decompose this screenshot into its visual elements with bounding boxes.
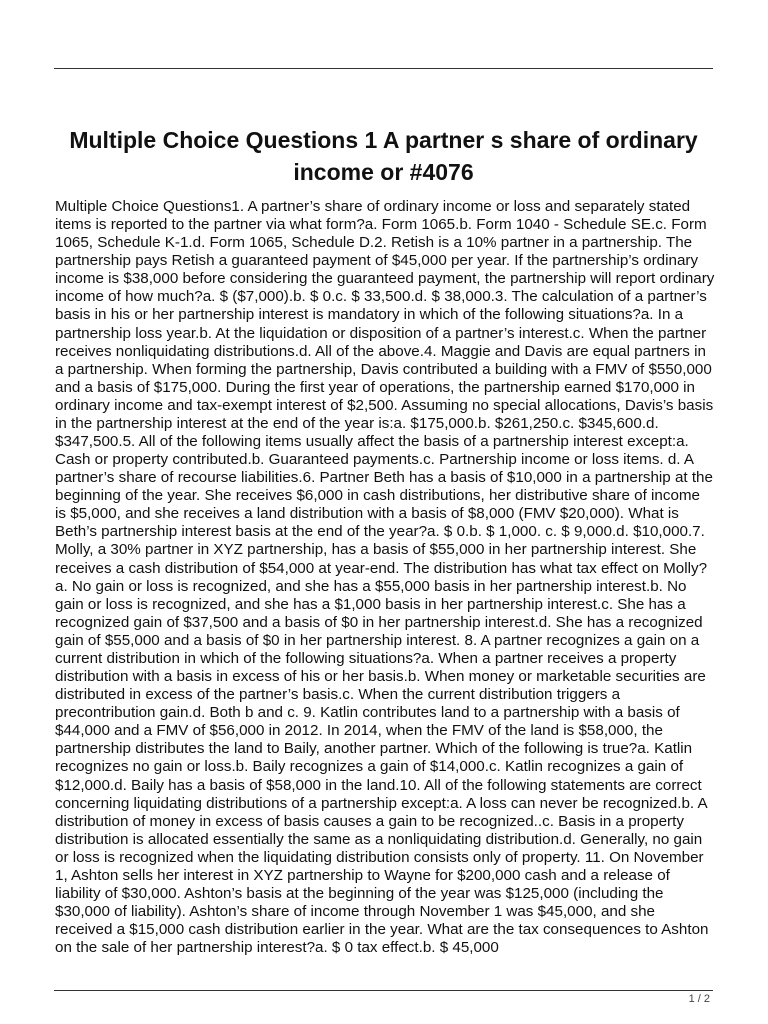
document-body-text: Multiple Choice Questions1. A partner’s share of ordinary income or loss and separately stated items is reported to the partner via what form?a. Form 1065.b. Form 1040 - Schedule SE.c. Form 1065, Schedule K-1.d. Form 1065, Schedule D.2. Retish is a 10% partner in a partnership. The partnership pays Retish a guaranteed payment of $45,000 per year. If the partnership’s ordinary income is $38,000 before considering the guaranteed payment, the partnership will report ordinary income of how much?a. $ ($7,000).b. $ 0.c. $ 33,500.d. $ 38,000.3. The calculation of a partner’s basis in his or her partnership interest is mandatory in which of the following situations?a. In a partnership loss year.b. At the liquidation or disposition of a partner’s interest.c. When the partner receives nonliquidating distributions.d. All of the above.4. Maggie and Davis are equal partners in a partnership. When forming the partnership, Davis contributed a building with a FMV of $550,000 and a basis of $175,000. During the first year of operations, the partnership earned $170,000 in ordinary income and tax-exempt interest of $2,500. Assuming no special allocations, Davis’s basis in the partnership interest at the end of the year is:a. $175,000.b. $261,250.c. $345,600.d. $347,500.5. All of the following items usually affect the basis of a partnership interest except:a. Cash or property contributed.b. Guaranteed payments.c. Partnership income or loss items. d. A partner’s share of recourse liabilities.6. Partner Beth has a basis of $10,000 in a partnership at the beginning of the year. She receives $6,000 in cash distributions, her distributive share of income is $5,000, and she receives a land distribution with a basis of $8,000 (FMV $20,000). What is Beth’s partnership interest basis at the end of the year?a. $ 0.b. $ 1,000. c. $ 9,000.d. $10,000.7. Molly, a 30% partner in XYZ partnership, has a basis of $55,000 in her partnership interest. She receives a cash distribution of $54,000 at year-end. The distribution has what tax effect on Molly?a. No gain or loss is recognized, and she has a $55,000 basis in her partnership interest.b. No gain or loss is recognized, and she has a $1,000 basis in her partnership interest.c. She has a recognized gain of $37,500 and a basis of $0 in her partnership interest.d. She has a recognized gain of $55,000 and a basis of $0 in her partnership interest. 8. A partner recognizes a gain on a current distribution in which of the following situations?a. When a partner receives a property distribution with a basis in excess of his or her basis.b. When money or marketable securities are distributed in excess of the partner’s basis.c. When the current distribution triggers a precontribution gain.d. Both b and c. 9. Katlin contributes land to a partnership with a basis of $44,000 and a FMV of $56,000 in 2012. In 2014, when the FMV of the land is $58,000, the partnership distributes the land to Baily, another partner. Which of the following is true?a. Katlin recognizes no gain or loss.b. Baily recognizes a gain of $14,000.c. Katlin recognizes a gain of $12,000.d. Baily has a basis of $58,000 in the land.10. All of the following statements are correct concerning liquidating distributions of a partnership except:a. A loss can never be recognized.b. A distribution of money in excess of basis causes a gain to be recognized..c. Basis in a property distribution is allocated essentially the same as a nonliquidating distribution.d. Generally, no gain or loss is recognized when the liquidating distribution consists only of property. 11. On November 1, Ashton sells her interest in XYZ partnership to Wayne for $200,000 cash and a release of liability of $30,000. Ashton’s basis at the beginning of the year was $125,000 (including the $30,000 of liability). Ashton’s share of income through November 1 was $45,000, and she received a $15,000 cash distribution earlier in the year. What are the tax consequences to Ashton on the sale of her partnership interest?a. $ 0 tax effect.b. $ 45,000: [55, 198, 715, 957]
document-title: Multiple Choice Questions 1 A partner s share of ordinary income or #4076: [69, 127, 698, 185]
footer-divider: [54, 990, 713, 991]
page-number: 1 / 2: [688, 993, 710, 1005]
top-divider: [54, 68, 713, 69]
